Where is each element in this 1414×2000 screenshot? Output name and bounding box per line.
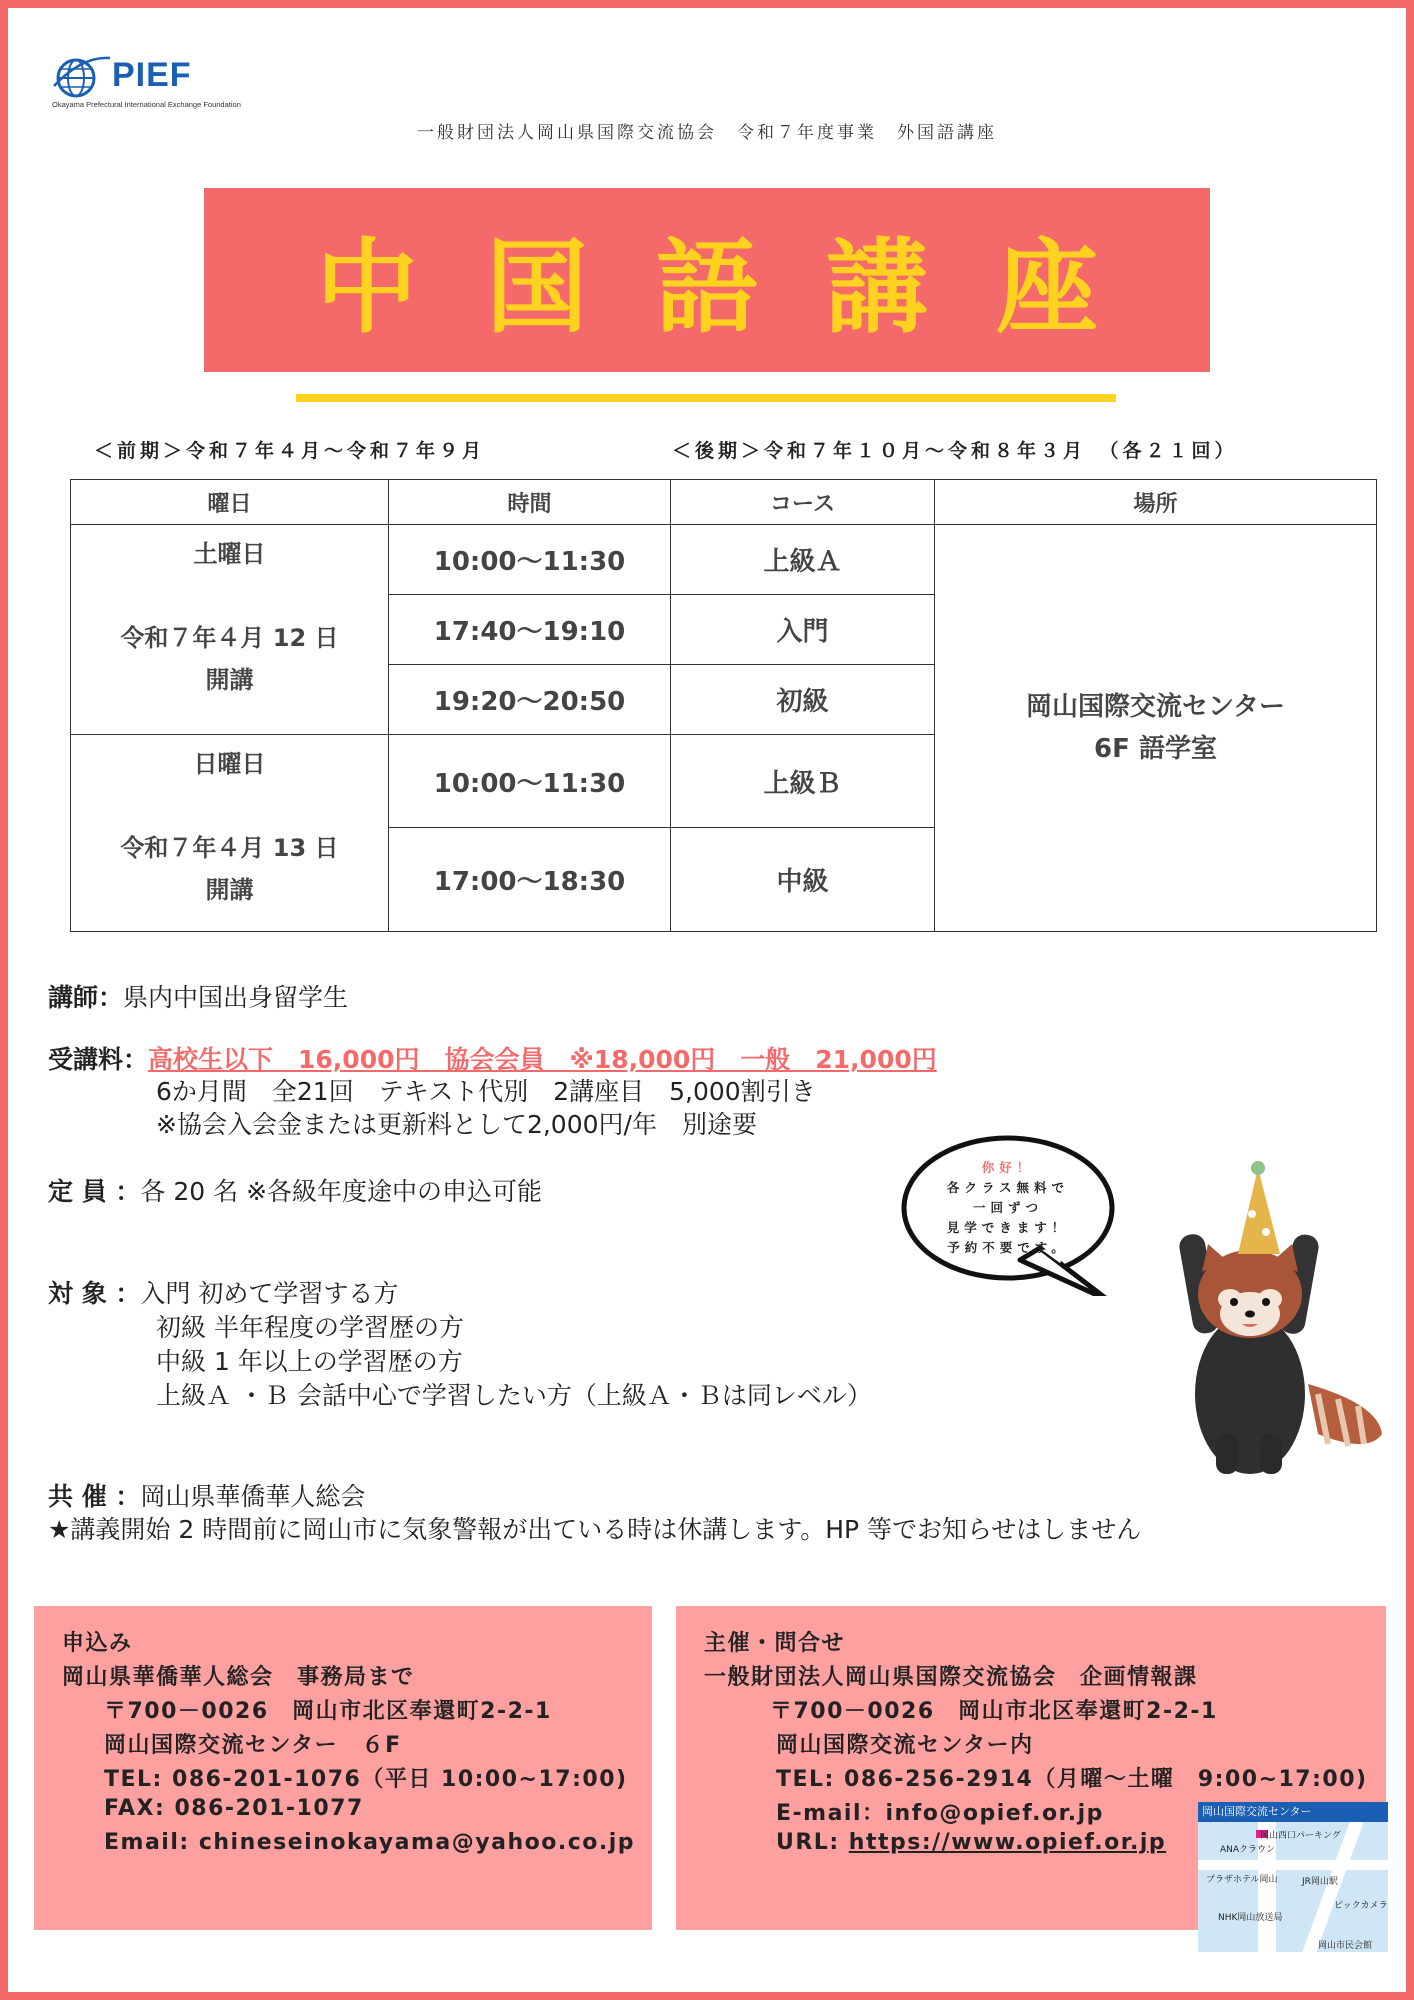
time-cell: 19:20〜20:50 (389, 665, 671, 735)
contact-title: 主催・問合せ (704, 1631, 846, 1656)
bubble-line: 一回ずつ (972, 1200, 1043, 1215)
map-label: ビックカメラ (1334, 1901, 1388, 1911)
apply-box (34, 1606, 652, 1930)
time-cell: 10:00〜11:30 (389, 735, 671, 828)
map-title: 岡山国際交流センター (1198, 1802, 1388, 1822)
bubble-greeting: 你好！ (981, 1160, 1035, 1175)
contact-address: 〒700－0026 岡山市北区奉還町2-2-1 (770, 1699, 1218, 1724)
first-term: ＜前期＞令和７年４月〜令和７年９月 (94, 440, 486, 462)
map-road (1302, 1822, 1363, 1952)
weather-notice: ★講義開始 2 時間前に岡山市に気象警報が出ている時は休講します。HP 等でお知らせはしません (48, 1515, 1142, 1544)
course-cell: 上級Ａ (671, 525, 935, 595)
apply-org: 岡山県華僑華人総会 事務局まで (62, 1665, 415, 1690)
title-banner (204, 188, 1210, 372)
sunday-label: 日曜日 (193, 750, 266, 778)
header-day: 曜日 (71, 480, 389, 525)
red-panda-illustration (1168, 1154, 1388, 1474)
website-link[interactable]: https://www.opief.or.jp (848, 1830, 1167, 1855)
access-map (1198, 1802, 1388, 1952)
contact-url-line (776, 1830, 1166, 1855)
fee-main: 高校生以下 16,000円 協会会員 ※18,000円 一般 21,000円 (148, 1045, 937, 1074)
url-label: URL: (776, 1830, 849, 1855)
header-time: 時間 (389, 480, 671, 525)
apply-address: 〒700－0026 岡山市北区奉還町2-2-1 (104, 1699, 552, 1724)
target-line (48, 1274, 398, 1310)
time-cell: 17:00〜18:30 (389, 828, 671, 932)
fee-line (48, 1040, 937, 1076)
speech-bubble (900, 1128, 1128, 1296)
apply-tel: TEL: 086-201-1076（平日 10:00~17:00) (104, 1767, 628, 1792)
map-label: JR岡山駅 (1302, 1877, 1338, 1887)
map-label: ANAクラウン (1220, 1845, 1276, 1855)
cohost-label: 共 催 ： (48, 1482, 141, 1511)
map-road (1198, 1860, 1388, 1870)
course-title: 中国語講座 (316, 229, 1166, 348)
course-cell: 上級Ｂ (671, 735, 935, 828)
venue-cell (935, 525, 1377, 932)
table-row (71, 525, 1377, 595)
sunday-cell (71, 735, 389, 932)
apply-title: 申込み (62, 1631, 133, 1656)
map-label: NHK岡山放送局 (1218, 1913, 1283, 1923)
apply-building: 岡山国際交流センター ６F (104, 1733, 402, 1758)
bubble-message (900, 1158, 1116, 1258)
time-cell: 10:00〜11:30 (389, 525, 671, 595)
map-label: 岡山市民会館 (1318, 1941, 1373, 1951)
map-label: 岡山西口パーキング (1260, 1831, 1341, 1841)
teacher-label: 講師： (48, 983, 124, 1012)
header-course: コース (671, 480, 935, 525)
second-term: ＜後期＞令和７年１０月〜令和８年３月 （各２１回） (672, 440, 1238, 462)
saturday-cell (71, 525, 389, 735)
teacher-line (48, 978, 348, 1014)
sunday-start: 開講 (205, 876, 254, 904)
time-cell: 17:40〜19:10 (389, 595, 671, 665)
bubble-line: 予約不要です。 (947, 1240, 1069, 1255)
organization-header: 一般財団法人岡山県国際交流協会 令和７年度事業 外国語講座 (417, 123, 997, 143)
fee-detail: 6か月間 全21回 テキスト代別 2講座目 5,000割引き (156, 1077, 816, 1106)
target-beginner: 入門 初めて学習する方 (140, 1279, 399, 1308)
course-cell: 入門 (671, 595, 935, 665)
capacity-value: 各 20 名 ※各級年度途中の申込可能 (140, 1177, 543, 1206)
contact-email[interactable]: E-mail：info@opief.or.jp (776, 1801, 1104, 1826)
bubble-line: 見学できます！ (946, 1220, 1070, 1235)
logo-subtitle: Okayama Prefectural International Exchange Foundation (52, 100, 241, 109)
target-elementary: 初級 半年程度の学習歴の方 (156, 1313, 464, 1342)
course-cell: 中級 (671, 828, 935, 932)
venue-room: 6F 語学室 (1094, 734, 1217, 764)
cohost-line (48, 1477, 365, 1513)
teacher-value: 県内中国出身留学生 (123, 983, 349, 1012)
contact-org: 一般財団法人岡山県国際交流協会 企画情報課 (704, 1665, 1198, 1690)
table-header-row (71, 480, 1377, 525)
capacity-line (48, 1172, 542, 1208)
target-label: 対 象 ： (48, 1279, 141, 1308)
globe-icon (52, 52, 112, 100)
logo-text: PIEF (112, 56, 192, 94)
map-label: プラザホテル岡山 (1206, 1875, 1278, 1885)
header-venue: 場所 (935, 480, 1377, 525)
title-underline (296, 394, 1116, 402)
venue-name: 岡山国際交流センター (1026, 692, 1285, 722)
saturday-start: 開講 (205, 666, 254, 694)
saturday-date: 令和７年４月 12 日 (120, 624, 339, 652)
bubble-line: 各クラス無料で (946, 1180, 1070, 1195)
sunday-date: 令和７年４月 13 日 (120, 834, 339, 862)
course-cell: 初級 (671, 665, 935, 735)
apply-fax: FAX: 086-201-1077 (104, 1796, 364, 1821)
target-advanced: 上級Ａ ・Ｂ 会話中心で学習したい方（上級Ａ・Ｂは同レベル） (156, 1381, 872, 1410)
opief-logo (52, 52, 241, 116)
fee-label: 受講料： (48, 1045, 149, 1074)
saturday-label: 土曜日 (193, 540, 266, 568)
capacity-label: 定 員 ： (48, 1177, 141, 1206)
target-intermediate: 中級 1 年以上の学習歴の方 (156, 1347, 463, 1376)
cohost-value: 岡山県華僑華人総会 (140, 1482, 366, 1511)
apply-email[interactable]: Email: chineseinokayama@yahoo.co.jp (104, 1830, 635, 1855)
schedule-table (70, 479, 1377, 932)
fee-membership: ※協会入会金または更新料として2,000円/年 別途要 (156, 1110, 757, 1139)
contact-tel: TEL: 086-256-2914（月曜〜土曜 9:00~17:00) (776, 1767, 1368, 1792)
contact-building: 岡山国際交流センター内 (776, 1733, 1034, 1758)
